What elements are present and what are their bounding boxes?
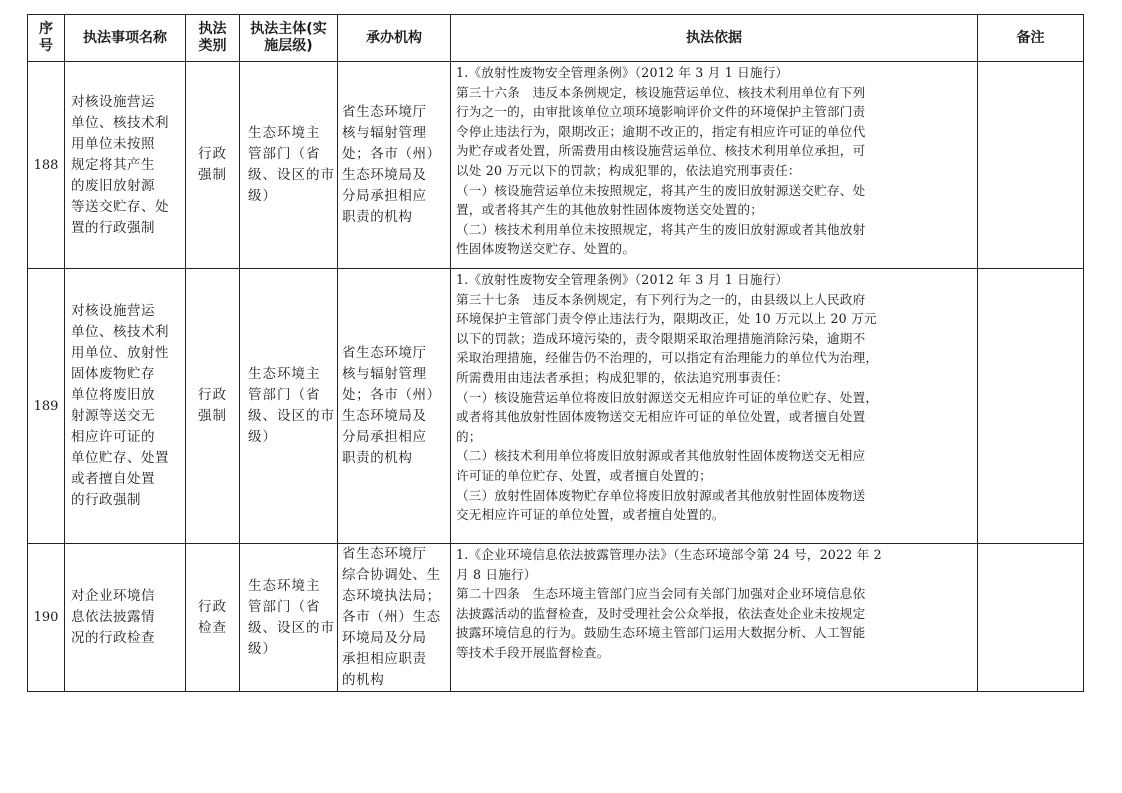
basis-cell [451,62,978,269]
header-remark: 备注 [978,15,1084,62]
remark-cell [978,269,1084,544]
item-name-line: 规定将其产生 [71,156,155,173]
subject-line: 管部门（省 [248,598,321,615]
subject-line: 生态环境主 [248,125,321,141]
basis-line: 环境保护主管部门责令停止违法行为，限期改正，处 10 万元以上 20 万元 [456,311,877,327]
item-name-line: 或者擅自处置 [71,471,155,487]
subject-cell [240,62,338,269]
item-name-cell [65,62,186,269]
row-seq-cell: 188 [28,62,65,269]
item-name-line: 用单位未按照 [71,135,155,152]
basis-line: 1.《放射性废物安全管理条例》（2012 年 3 月 1 日施行） [456,65,789,80]
basis-line: 第三十七条 违反本条例规定，有下列行为之一的，由县级以上人民政府 [456,291,866,307]
basis-line: 以处 20 万元以下的罚款；构成犯罪的，依法追究刑事责任： [456,162,801,178]
item-name-line: 置的行政强制 [71,219,155,236]
basis-line: 行为之一的，由审批该单位立项环境影响评价文件的环境保护主管部门责 [456,104,866,120]
item-name-line: 射源等送交无 [71,408,155,424]
basis-line: （三）放射性固体废物贮存单位将废旧放射源或者其他放射性固体废物送 [456,487,866,503]
basis-line: 1.《放射性废物安全管理条例》（2012 年 3 月 1 日施行） [456,272,789,287]
item-name-line: 单位贮存、处置 [71,450,169,466]
item-name-line: 用单位、放射性 [71,345,169,361]
basis-line: （一）核设施营运单位未按照规定，将其产生的废旧放射源送交贮存、处 [456,182,866,198]
category-cell [186,544,240,692]
header-category: 执法类别 [186,15,240,62]
item-name-line: 况的行政检查 [71,630,155,646]
org-line: 处；各市（州） [342,387,441,403]
org-line: 省生态环境厅 [342,345,427,361]
item-name-line: 息依法披露情 [71,609,155,625]
table-row [28,544,1084,692]
enforcement-table-page [27,14,1084,692]
basis-line: （二）核技术利用单位未按照规定，将其产生的废旧放射源或者其他放射 [456,221,866,237]
basis-cell [451,544,978,692]
basis-line: 法披露活动的监督检查，及时受理社会公众举报，依法查处企业未按规定 [456,605,866,621]
subject-line: 级） [248,429,277,445]
subject-line: 管部门（省 [248,146,321,162]
org-line: 分局承担相应 [342,188,427,204]
org-line: 职责的机构 [342,209,413,225]
remark-cell [978,544,1084,692]
category-text: 行政 [198,146,227,162]
basis-line: 等技术手段开展监督检查。 [456,644,610,660]
basis-line: 的； [456,428,482,444]
header-item-name: 执法事项名称 [65,15,186,62]
org-line: 分局承担相应 [342,429,427,445]
subject-cell [240,544,338,692]
category-cell [186,269,240,544]
basis-line: 以下的罚款；造成环境污染的，责令限期采取治理措施消除污染，逾期不 [456,330,866,346]
basis-cell [451,269,978,544]
subject-line: 生态环境主 [248,366,321,382]
subject-line: 级） [248,640,277,657]
subject-cell [240,269,338,544]
item-name-line: 单位将废旧放 [71,387,155,403]
org-cell [338,62,451,269]
basis-line: 月 8 日施行） [456,566,537,582]
org-line: 核与辐射管理 [342,125,427,141]
org-line: 态环境执法局； [342,588,441,604]
table-row [28,62,1084,269]
item-name-cell [65,544,186,692]
item-name-line: 对核设施营运 [71,303,155,319]
basis-line: 采取治理措施，经催告仍不治理的，可以指定有治理能力的单位代为治理， [456,350,879,366]
basis-line: 令停止违法行为，限期改正；逾期不改正的，指定有相应许可证的单位代 [456,123,866,139]
category-text: 行政 [198,598,227,615]
basis-line: 或者将其他放射性固体废物送交无相应许可证的单位处置，或者擅自处置 [456,409,866,425]
category-text: 行政 [198,387,227,403]
org-cell [338,269,451,544]
basis-line: 性固体废物送交贮存、处置的。 [456,241,636,257]
subject-line: 级） [248,188,277,204]
item-name-line: 固体废物贮存 [71,366,155,382]
basis-line: 第三十六条 违反本条例规定，核设施营运单位、核技术利用单位有下列 [456,84,866,100]
remark-cell [978,62,1084,269]
basis-line: 置，或者将其产生的其他放射性固体废物送交处置的； [456,202,764,218]
row-seq-cell: 190 [28,544,65,692]
header-basis: 执法依据 [451,15,978,62]
item-name-line: 对企业环境信 [71,588,155,604]
org-line: 的机构 [342,672,385,688]
item-name-line: 等送交贮存、处 [71,198,169,215]
category-text: 检查 [198,619,227,636]
table-row [28,269,1084,544]
subject-line: 级、设区的市 [248,408,335,424]
basis-line: 第二十四条 生态环境主管部门应当会同有关部门加强对企业环境信息依 [456,586,866,602]
basis-line: 所需费用由违法者承担；构成犯罪的，依法追究刑事责任： [456,369,789,385]
org-cell [338,544,451,692]
header-subject: 执法主体(实施层级) [240,15,338,62]
subject-line: 生态环境主 [248,577,321,594]
org-line: 核与辐射管理 [342,366,427,382]
basis-line: 披露环境信息的行为。鼓励生态环境主管部门运用大数据分析、人工智能 [456,625,866,641]
org-line: 综合协调处、生 [342,567,441,583]
org-line: 省生态环境厅 [342,546,427,562]
basis-line: （二）核技术利用单位将废旧放射源或者其他放射性固体废物送交无相应 [456,448,866,464]
basis-line: 许可证的单位贮存、处置，或者擅自处置的； [456,467,712,483]
item-name-line: 单位、核技术利 [71,324,169,340]
category-cell [186,62,240,269]
org-line: 职责的机构 [342,450,413,466]
item-name-cell [65,269,186,544]
subject-line: 管部门（省 [248,387,321,403]
category-text: 强制 [198,408,227,424]
item-name-line: 相应许可证的 [71,429,155,445]
org-line: 处；各市（州） [342,146,441,162]
org-line: 省生态环境厅 [342,104,427,120]
basis-line: 交无相应许可证的单位处置，或者擅自处置的。 [456,507,725,523]
subject-line: 级、设区的市 [248,619,335,636]
table-header-row [28,15,1084,62]
org-line: 各市（州）生态 [342,609,441,625]
row-seq-cell: 189 [28,269,65,544]
org-line: 生态环境局及 [342,408,427,424]
header-org: 承办机构 [338,15,451,62]
item-name-line: 单位、核技术利 [71,114,169,131]
item-name-line: 的行政强制 [71,492,141,508]
org-line: 生态环境局及 [342,167,427,183]
org-line: 环境局及分局 [342,630,427,646]
basis-line: 为贮存或者处置，所需费用由核设施营运单位、核技术利用单位承担，可 [456,143,866,159]
item-name-line: 对核设施营运 [71,93,155,110]
enforcement-items-table [27,14,1084,692]
basis-line: 1.《企业环境信息依法披露管理办法》（生态环境部令第 24 号，2022 年 2 [456,547,882,562]
category-text: 强制 [198,167,227,183]
subject-line: 级、设区的市 [248,167,335,183]
org-line: 承担相应职责 [342,651,427,667]
basis-line: （一）核设施营运单位将废旧放射源送交无相应许可证的单位贮存、处置， [456,389,879,405]
item-name-line: 的废旧放射源 [71,177,155,194]
header-seq: 序号 [28,15,65,62]
